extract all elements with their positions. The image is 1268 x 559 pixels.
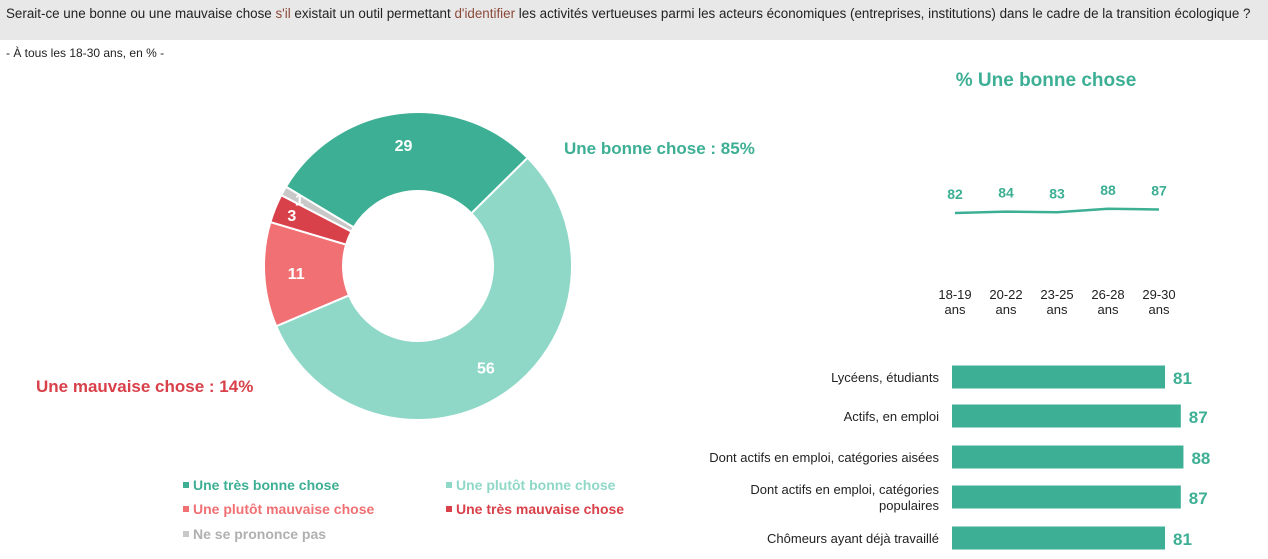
line-x-tick-label-unit: ans bbox=[1046, 302, 1068, 317]
donut-value-label: 1 bbox=[294, 192, 304, 210]
bar-category-label: Lycéens, étudiants bbox=[831, 370, 939, 385]
legend-swatch-rather_bad bbox=[183, 506, 189, 512]
question-text-3: existait un outil permettant bbox=[290, 6, 455, 21]
bar-value-label: 88 bbox=[1191, 449, 1211, 468]
bar bbox=[952, 486, 1181, 509]
question-text-1: Serait-ce une bonne ou une mauvaise chose bbox=[6, 6, 276, 21]
bar bbox=[952, 446, 1183, 469]
question-text-4: d'identifier bbox=[454, 6, 516, 21]
line-x-tick-label: 29-30 bbox=[1142, 287, 1176, 302]
legend-label-very_good: Une très bonne chose bbox=[193, 477, 340, 493]
legend-label-very_bad: Une très mauvaise chose bbox=[456, 501, 625, 517]
bar-value-label: 81 bbox=[1173, 369, 1192, 388]
question-text-2: s'il bbox=[275, 6, 291, 21]
legend-label-rather_bad: Une plutôt mauvaise chose bbox=[193, 501, 375, 517]
line-series bbox=[955, 209, 1159, 213]
bar-category-label-cont: populaires bbox=[879, 498, 939, 513]
legend-label-rather_good: Une plutôt bonne chose bbox=[456, 477, 616, 493]
bar-category-label: Actifs, en emploi bbox=[843, 409, 939, 424]
donut-value-label: 29 bbox=[394, 137, 413, 155]
legend-label-no_answer: Ne se prononce pas bbox=[193, 526, 327, 542]
bar-category-label: Dont actifs en emploi, catégories bbox=[750, 482, 939, 497]
line-x-tick-label: 18-19 bbox=[938, 287, 972, 302]
line-x-tick-label-unit: ans bbox=[995, 302, 1017, 317]
subtitle: - À tous les 18-30 ans, en % - bbox=[6, 46, 165, 60]
line-value-label: 84 bbox=[998, 184, 1014, 201]
line-value-label: 82 bbox=[947, 186, 963, 202]
legend-swatch-no_answer bbox=[183, 531, 189, 537]
bar bbox=[952, 366, 1165, 389]
line-x-tick-label: 26-28 bbox=[1091, 287, 1125, 302]
line-x-tick-label: 20-22 bbox=[989, 287, 1023, 302]
donut-value-label: 3 bbox=[287, 208, 297, 226]
good-total-annotation: Une bonne chose : 85% bbox=[564, 139, 755, 158]
line-value-label: 87 bbox=[1151, 182, 1167, 199]
legend-swatch-very_bad bbox=[446, 506, 452, 512]
line-x-tick-label: 23-25 bbox=[1040, 287, 1074, 302]
line-x-tick-label-unit: ans bbox=[1148, 302, 1170, 317]
legend-swatch-rather_good bbox=[446, 482, 452, 488]
line-x-tick-label-unit: ans bbox=[1097, 302, 1119, 317]
bar-value-label: 87 bbox=[1188, 408, 1208, 427]
line-x-tick-label-unit: ans bbox=[944, 302, 966, 317]
bad-total-annotation: Une mauvaise chose : 14% bbox=[36, 377, 254, 396]
bar bbox=[952, 405, 1181, 428]
bar-value-label: 87 bbox=[1188, 489, 1208, 508]
line-value-label: 83 bbox=[1049, 185, 1065, 202]
donut-value-label: 11 bbox=[287, 265, 305, 283]
bar bbox=[952, 527, 1165, 550]
bar-category-label: Chômeurs ayant déjà travaillé bbox=[767, 531, 939, 546]
question-text-5: les activités vertueuses parmi les acteurs économiques (entreprises, institutions) dans le cadre de la transition écologique ? bbox=[515, 6, 1251, 21]
line-chart-title: % Une bonne chose bbox=[955, 70, 1137, 91]
legend-swatch-very_good bbox=[183, 482, 189, 488]
donut-value-label: 56 bbox=[476, 360, 495, 378]
line-value-label: 88 bbox=[1100, 181, 1116, 198]
bar-value-label: 81 bbox=[1173, 530, 1192, 549]
bar-category-label: Dont actifs en emploi, catégories aisées bbox=[709, 450, 939, 465]
